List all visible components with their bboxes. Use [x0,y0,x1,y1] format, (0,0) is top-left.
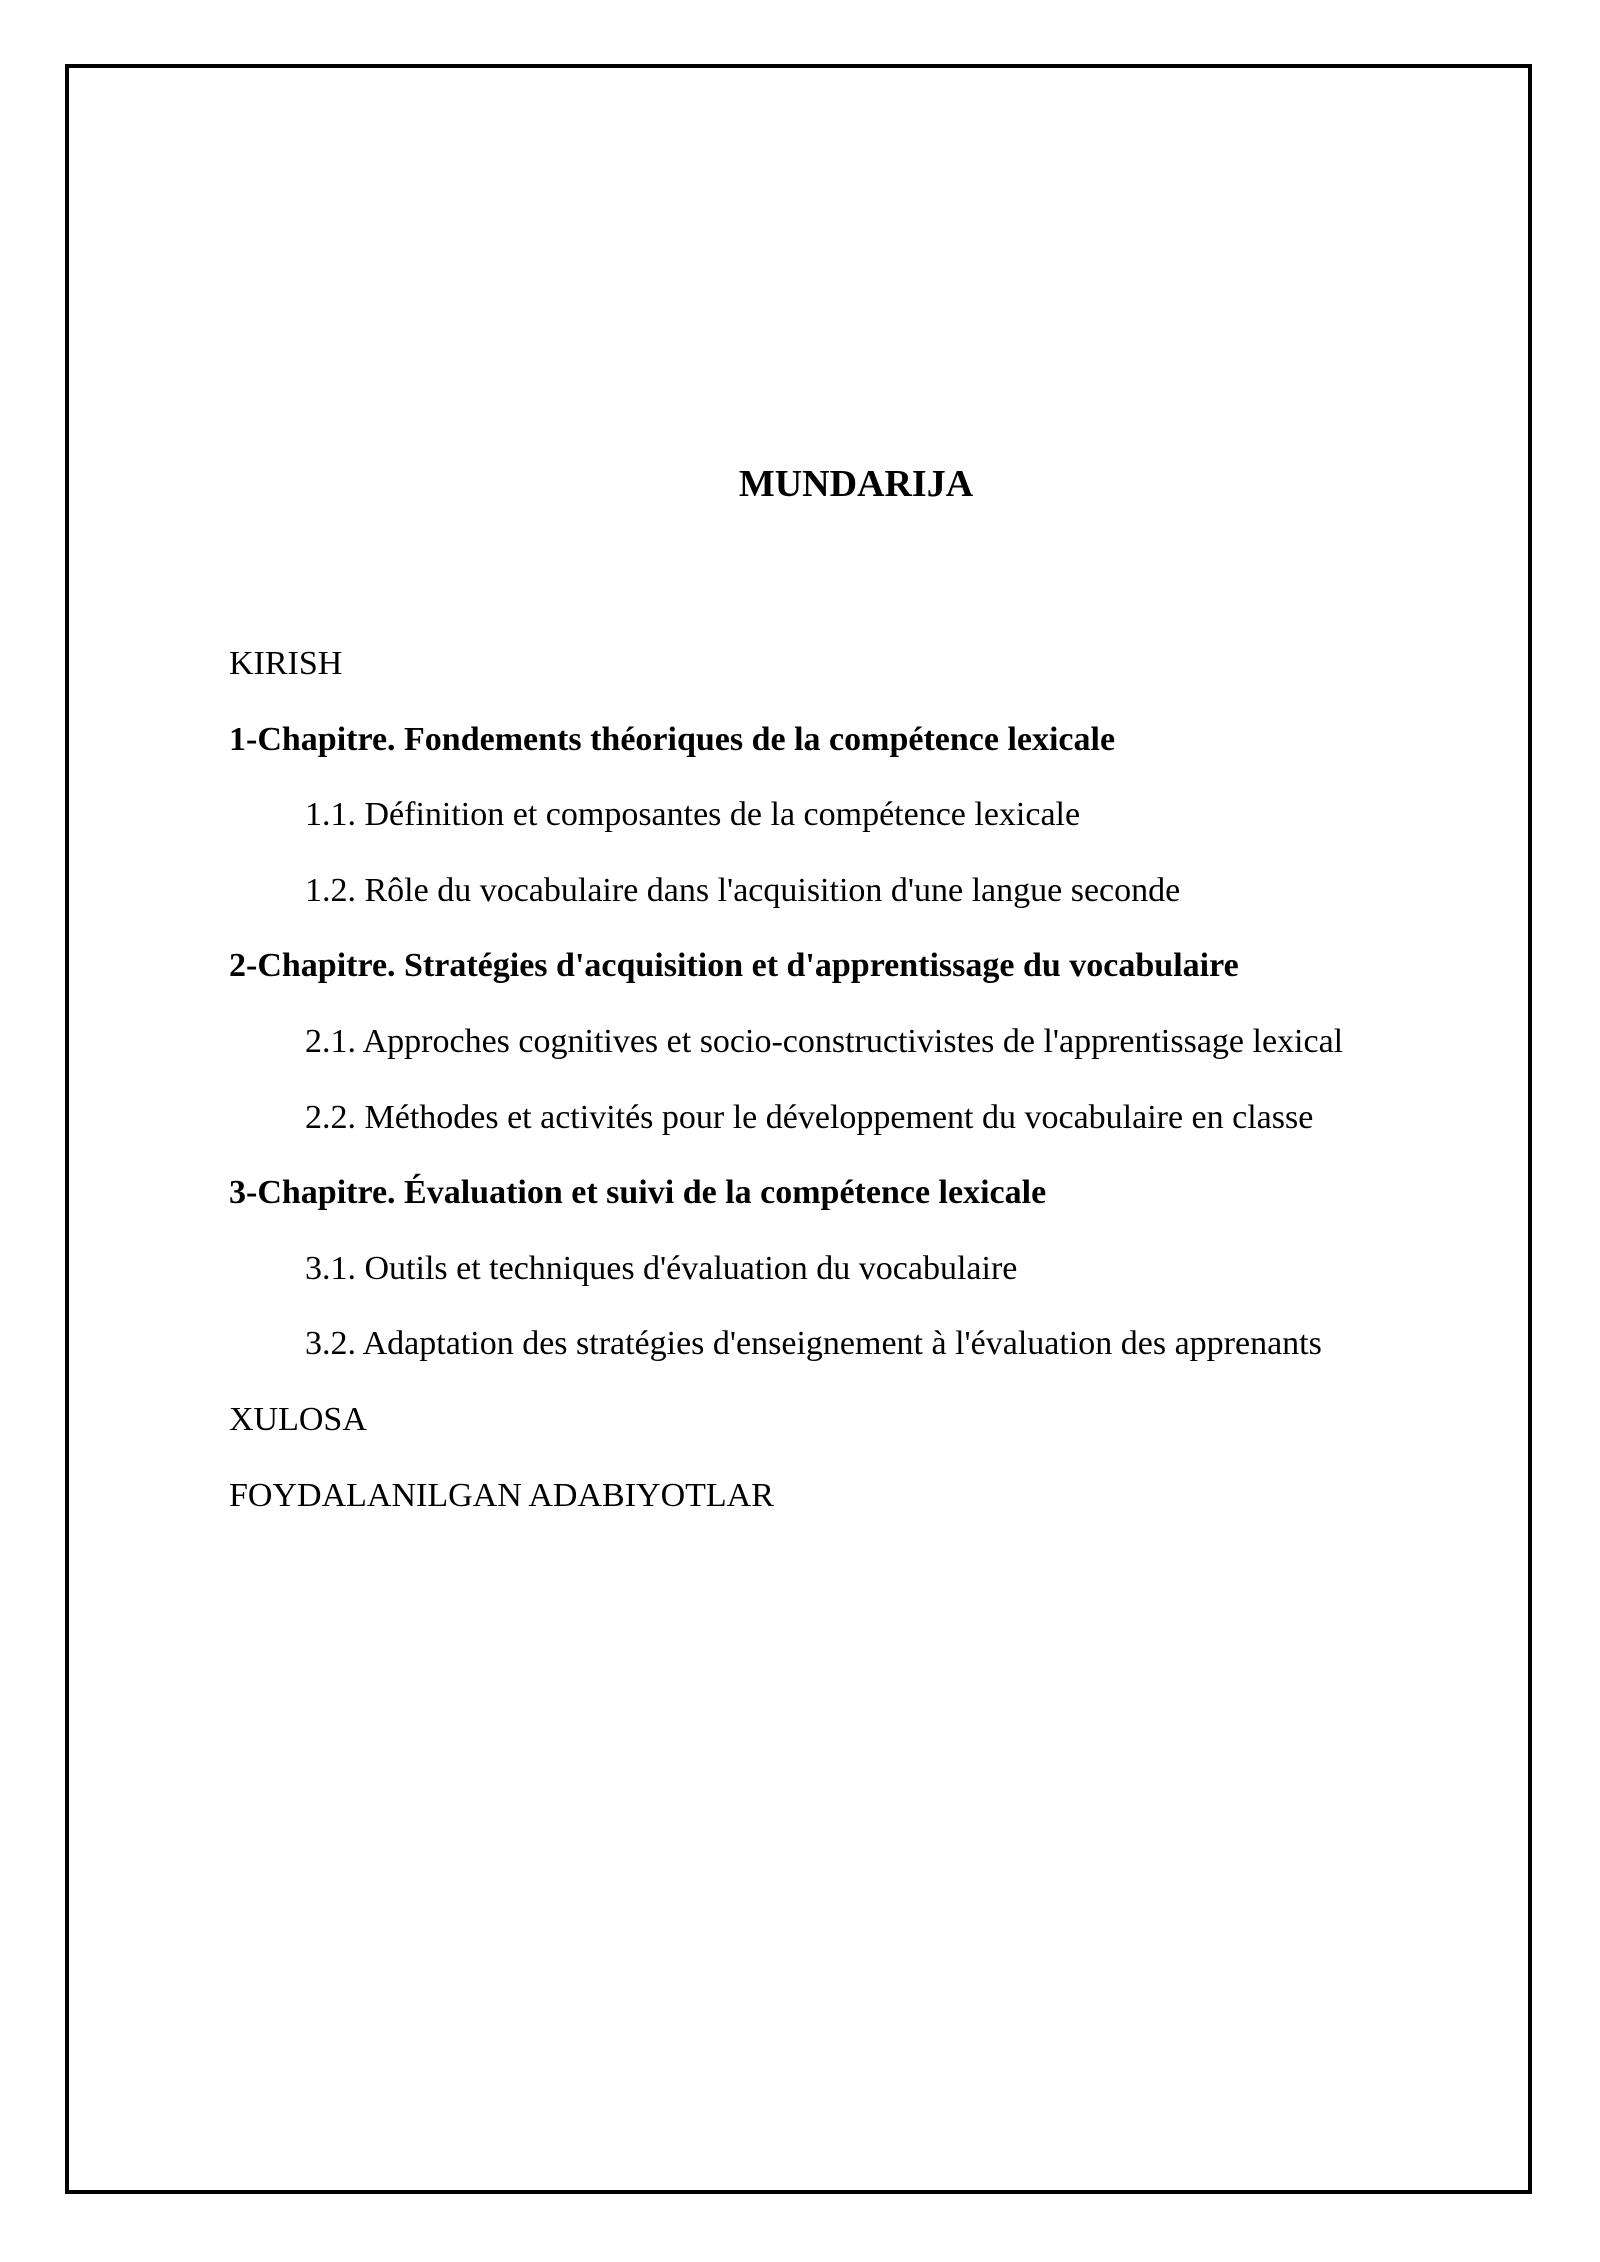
toc-section-3-2: 3.2. Adaptation des stratégies d'enseignement à l'évaluation des apprenants [305,1325,1322,1363]
table-of-contents [229,644,1509,1551]
toc-section-2-1: 2.1. Approches cognitives et socio-constructivistes de l'apprentissage lexical [305,1022,1344,1060]
toc-chapter-3: 3-Chapitre. Évaluation et suivi de la compétence lexicale [229,1174,1047,1212]
toc-chapter-2: 2-Chapitre. Stratégies d'acquisition et d'apprentissage du vocabulaire [229,947,1239,985]
toc-section-1-1: 1.1. Définition et composantes de la compétence lexicale [305,796,1081,834]
toc-entry-xulosa: XULOSA [229,1400,367,1438]
toc-entry-references: FOYDALANILGAN ADABIYOTLAR [229,1476,774,1514]
toc-entry-kirish: KIRISH [229,645,343,682]
toc-section-1-2: 1.2. Rôle du vocabulaire dans l'acquisition d'une langue seconde [305,871,1181,909]
toc-section-2-2: 2.2. Méthodes et activités pour le développement du vocabulaire en classe [305,1098,1314,1136]
toc-chapter-1: 1-Chapitre. Fondements théoriques de la compétence lexicale [229,720,1116,758]
toc-section-3-1: 3.1. Outils et techniques d'évaluation du vocabulaire [305,1249,1018,1287]
page-title: MUNDARIJA [738,463,974,505]
